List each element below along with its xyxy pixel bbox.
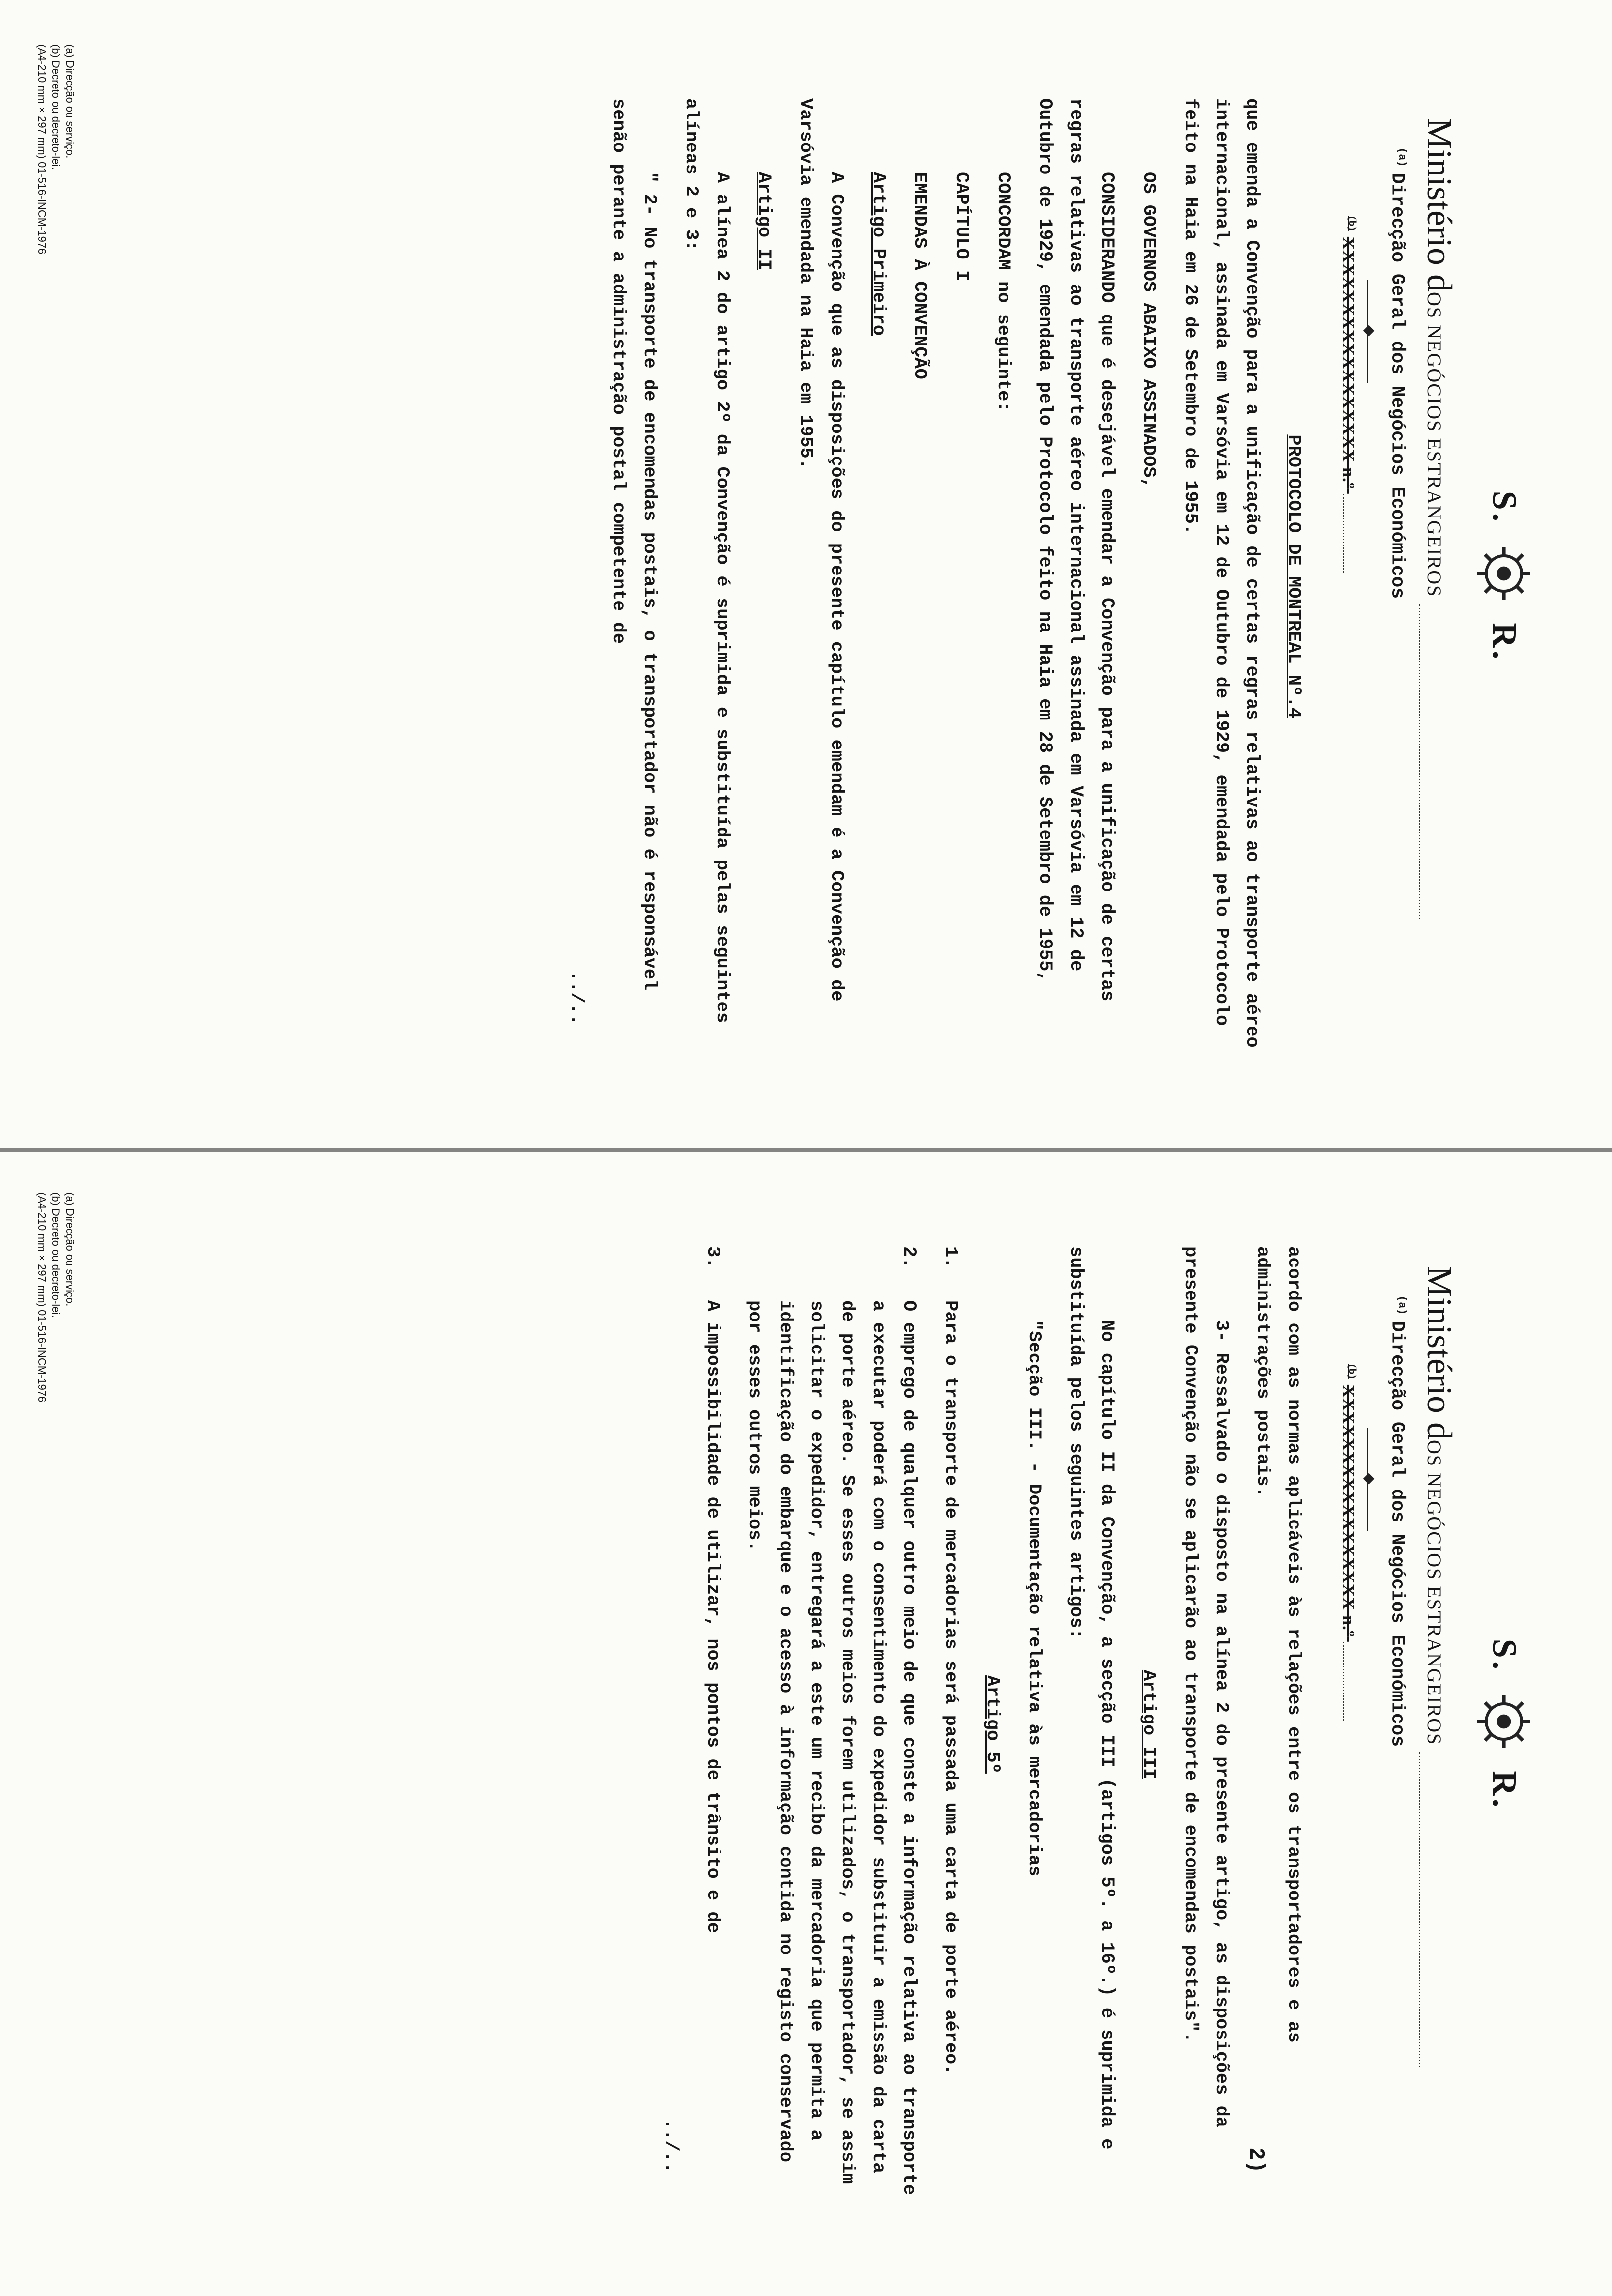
ministry-rule [1419, 604, 1420, 919]
tag-b: (b) [1347, 216, 1359, 231]
decree-rule [1343, 494, 1344, 573]
coat-of-arms-icon [1474, 544, 1533, 603]
tag-a: (a) [1396, 147, 1408, 167]
article-3-title: Artigo III [1138, 1669, 1159, 1779]
crest [1474, 1246, 1533, 2203]
article-1-title: Artigo Primeiro [867, 172, 889, 336]
form-code: (A4-210 mm × 297 mm) 01-516-INCM-1976 [35, 44, 48, 255]
ministry-rule [1419, 1752, 1420, 2067]
coat-of-arms-icon [1474, 1692, 1533, 1751]
paragraph-1-number: 1. [940, 1246, 961, 1268]
crest-left-letter: S. [1485, 1638, 1523, 1673]
paragraph-2-number: 2. [898, 1246, 920, 1268]
footnotes [34, 44, 77, 254]
item-2-text: " 2- No transporte de encomendas postais, o transportador não é responsável senão perante a administração postal competente de [608, 98, 660, 991]
paragraph-3-text: A impossibilidade de utilizar, nos pontos de trânsito e de [702, 1300, 723, 1933]
direction-line [1386, 147, 1408, 1055]
footnotes [34, 1192, 77, 1402]
footnote-b: (b) Decreto ou decreto-lei. [50, 1192, 62, 1318]
decree-line [1338, 216, 1359, 1055]
form-code: (A4-210 mm × 297 mm) 01-516-INCM-1976 [35, 1192, 48, 1403]
governments-line: OS GOVERNOS ABAIXO ASSINADOS, [1138, 172, 1159, 488]
crest-right-letter: R. [1485, 1771, 1523, 1810]
ministry-prefix: Ministério d [1420, 1266, 1459, 1440]
decree-line [1338, 1364, 1359, 2203]
paragraph-3-number: 3. [702, 1246, 723, 1268]
decree-text: XXXXXXXXXXXXXXXXX n.º [1339, 236, 1359, 489]
continuation-text: acordo com as normas aplicáveis às relações entre os transportadores e as administrações postais. [1252, 1246, 1304, 2043]
ornament-divider [1363, 280, 1373, 383]
considering-paragraph: CONSIDERANDO que é desejável emendar a Convenção para a unificação de certas regras relativas ao transporte aéreo internacional assinada em Varsóvia em 12 de Outubro de 1929, emendada pelo Protocolo feito na Haia em 28 de Setembro de 1955, [1035, 98, 1117, 1002]
direction-name: Direcção Geral dos Negócios Económicos [1386, 172, 1408, 599]
tag-b: (b) [1347, 1364, 1359, 1379]
footnote-a: (a) Direcção ou serviço. [63, 1192, 76, 1307]
paragraph-2 [739, 1246, 924, 2203]
crest-right-letter: R. [1485, 623, 1523, 662]
tag-a: (a) [1396, 1295, 1408, 1315]
article-1-text: A Convenção que as disposições do presente capítulo emendam é a Convenção de Varsóvia emendada na Haia em 1955. [795, 98, 847, 1002]
ornament-divider [1363, 1428, 1373, 1531]
letterhead [1338, 118, 1460, 1055]
paragraph-2-text: O emprego de qualquer outro meio de que conste a informação relativa ao transporte a executar poderá com o consentimento do expedidor substituir a emissão da carta de porte aéreo. Se esses outros meios forem utilizados, o transportador, se assim solicitar o expedidor, entregará a este um recibo da mercadoria que permita a identificação do embarque e o acesso à informação contida no registo conservado por esses outros meios. [744, 1300, 920, 2195]
article-2-title: Artigo II [753, 172, 774, 270]
section-title: "Secção III. - Documentação relativa às mercadorias [1024, 1320, 1045, 1877]
document-body [655, 1246, 1309, 2203]
ministry-line [1419, 1266, 1460, 2203]
paragraph-3 [697, 1246, 728, 2203]
chapter-heading: CAPÍTULO I [951, 172, 972, 282]
ministry-line [1419, 118, 1460, 1055]
protocol-title: PROTOCOLO DE MONTREAL Nº.4 [1283, 434, 1304, 718]
paragraph-1-text: Para o transporte de mercadorias será passada uma carta de porte aéreo. [940, 1300, 961, 2075]
ministry-name: OS NEGÓCIOS ESTRANGEIROS [1423, 292, 1445, 598]
page-2-content [0, 1148, 1612, 2296]
item-3-text: 3- Ressalvado o disposto na alínea 2 do presente artigo, as disposições da presente Convenção não se aplicarão ao transporte de encomendas postais". [1180, 1246, 1232, 2128]
protocol-intro: que emenda a Convenção para a unificação de certas regras relativas ao transporte aéreo internacional, assinada em Varsóvia em 12 de Outubro de 1929, emendada pelo Protocolo feito na Haia em 26 de Setembro de 1955. [1180, 98, 1263, 1048]
article-3-text: No capítulo II da Convenção, a secção III (artigos 5º. a 16º.) é suprimida e substituída pelos seguintes artigos: [1065, 1246, 1117, 2150]
ministry-name: OS NEGÓCIOS ESTRANGEIROS [1423, 1440, 1445, 1746]
decree-rule [1343, 1642, 1344, 1721]
page-number: 2) [1243, 2147, 1268, 2173]
continued-marker: ../.. [566, 970, 587, 1025]
footnote-b: (b) Decreto ou decreto-lei. [50, 44, 62, 170]
direction-line [1386, 1295, 1408, 2203]
decree-text: XXXXXXXXXXXXXXXXX n.º [1339, 1384, 1359, 1637]
direction-name: Direcção Geral dos Negócios Económicos [1386, 1320, 1408, 1747]
paragraph-1 [935, 1246, 966, 2203]
article-2-text: A alínea 2 do artigo 2º da Convenção é suprimida e substituída pelas seguintes alíneas 2 e 3: [681, 98, 732, 1023]
crest-left-letter: S. [1485, 490, 1523, 525]
footnote-a: (a) Direcção ou serviço. [63, 44, 76, 159]
continued-marker: ../.. [661, 2118, 682, 2173]
document-body [561, 98, 1309, 1055]
chapter-title: EMENDAS À CONVENÇÃO [909, 172, 930, 379]
crest [1474, 98, 1533, 1055]
ministry-prefix: Ministério d [1420, 118, 1459, 292]
letterhead [1338, 1266, 1460, 2203]
page-divider [0, 1148, 1612, 1152]
agree-line: CONCORDAM no seguinte: [993, 172, 1014, 412]
article-5-title: Artigo 5º [982, 1675, 1003, 1774]
page-2 [0, 1148, 1612, 2296]
